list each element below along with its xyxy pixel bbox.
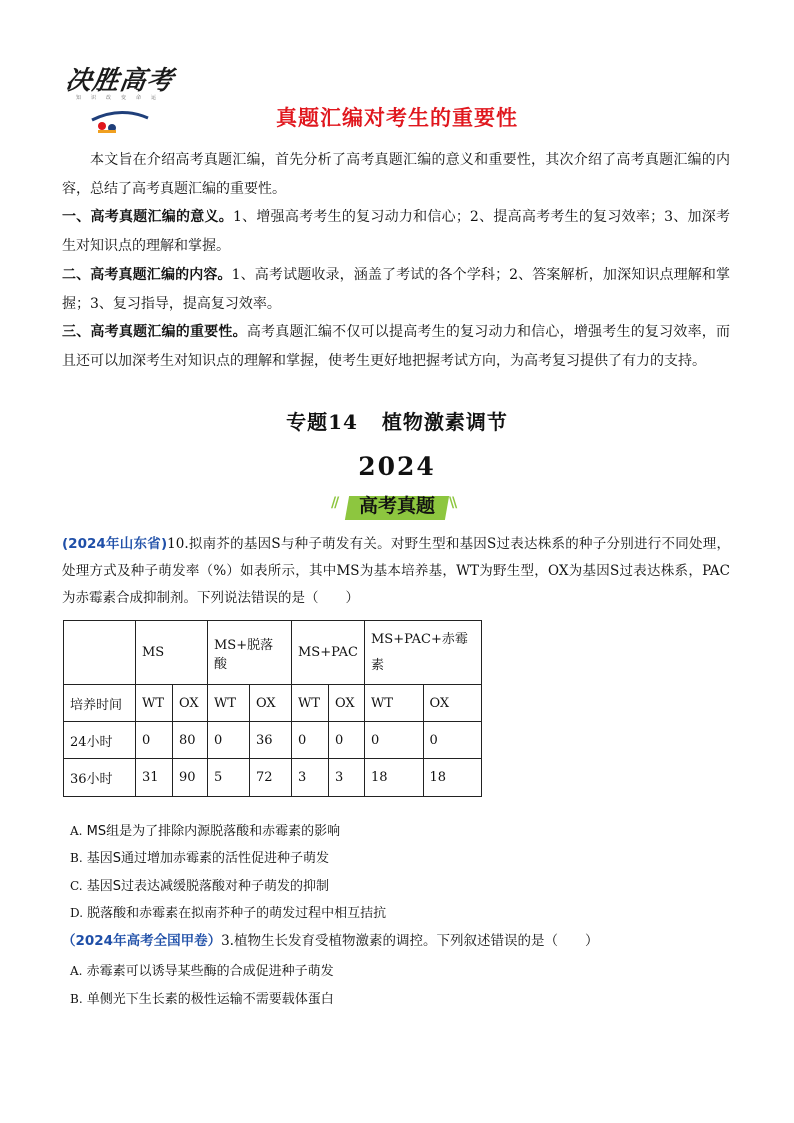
main-title: 真题汇编对考生的重要性: [276, 106, 518, 130]
table-header-row: [64, 621, 482, 685]
option-a: [70, 961, 334, 982]
logo-text: 决胜高考: [63, 66, 176, 96]
intro-paragraph: 本文旨在介绍高考真题汇编，首先分析了高考真题汇编的意义和重要性，其次介绍了高考真题汇编的内容，总结了高考真题汇编的重要性。: [62, 152, 730, 197]
table-row: [64, 722, 482, 759]
table-cell: 3: [292, 759, 329, 797]
option-d: [70, 903, 386, 924]
table-row-header: 培养时间: [64, 685, 136, 722]
banner-label: 高考真题: [358, 495, 435, 517]
option-text: 基因S通过增加赤霉素的活性促进种子萌发: [86, 851, 330, 866]
table-group-header: MS+PAC+赤霉素: [365, 621, 482, 685]
option-letter: B.: [70, 992, 83, 1006]
table-row-label: 24小时: [64, 722, 136, 759]
question-number: 10.: [167, 536, 189, 552]
table-subheader: OX: [250, 685, 292, 722]
banner: [331, 491, 463, 521]
banner-right-slashes: \\: [449, 495, 456, 511]
table-cell: 0: [365, 722, 424, 759]
table-cell: 36: [250, 722, 292, 759]
table-cell: 3: [329, 759, 365, 797]
topic-title: [0, 406, 794, 435]
table-cell: 31: [136, 759, 173, 797]
table-cell: 18: [365, 759, 424, 797]
table-row: [64, 759, 482, 797]
section-body: 高考真题汇编不仅可以提高考生的复习动力和信心，增强考生的复习效率，而且还可以加深考生对知识点的理解和掌握，使考生更好地把握考试方向，为高考复习提供了有力的支持。: [62, 324, 731, 369]
option-b: [70, 989, 334, 1010]
table-group-header: MS+脱落酸: [208, 621, 292, 685]
option-letter: A.: [70, 824, 83, 838]
table-subheader: WT: [208, 685, 250, 722]
table-cell: 0: [423, 722, 482, 759]
question-source: （2024年高考全国甲卷）: [62, 933, 222, 949]
option-text: 赤霉素可以诱导某些酶的合成促进种子萌发: [86, 964, 334, 979]
section-importance: [62, 318, 730, 376]
option-a: [70, 821, 340, 842]
section-head: 三、高考真题汇编的重要性。: [62, 324, 247, 340]
table-cell: 90: [173, 759, 208, 797]
data-table: [63, 620, 482, 797]
topic-label: 专题: [286, 410, 329, 434]
section-head: 一、高考真题汇编的意义。: [62, 209, 234, 225]
option-c: [70, 876, 329, 897]
option-text: 脱落酸和赤霉素在拟南芥种子的萌发过程中相互拮抗: [87, 906, 387, 921]
table-cell: 80: [173, 722, 208, 759]
question-stem: 植物生长发育受植物激素的调控。下列叙述错误的是（ ）: [233, 933, 599, 949]
table-subheader: OX: [329, 685, 365, 722]
banner-left-slashes: //: [331, 495, 338, 511]
section-body: 1、增强高考考生的复习动力和信心；2、提高高考考生的复习效率；3、加深考生对知识点的理解和掌握。: [62, 209, 730, 254]
table-cell: 72: [250, 759, 292, 797]
table-cell: 18: [423, 759, 482, 797]
table-subheader: WT: [136, 685, 173, 722]
option-letter: A.: [70, 964, 83, 978]
option-letter: D.: [70, 906, 84, 920]
option-text: 单侧光下生长素的极性运输不需要载体蛋白: [86, 992, 334, 1007]
table-subheader: OX: [173, 685, 208, 722]
table-subheader: WT: [365, 685, 424, 722]
table-subheader: OX: [423, 685, 482, 722]
question-number: 3.: [221, 933, 234, 949]
option-b: [70, 848, 329, 869]
section-head: 二、高考真题汇编的内容。: [62, 267, 232, 283]
table-row-label: 36小时: [64, 759, 136, 797]
option-letter: C.: [70, 879, 83, 893]
table-cell: 5: [208, 759, 250, 797]
table-subheader: WT: [292, 685, 329, 722]
question-1: [62, 531, 730, 612]
table-cell: 0: [136, 722, 173, 759]
logo-tagline: 知识改变命运: [76, 95, 167, 101]
table-group-header: MS+PAC: [292, 621, 365, 685]
option-text: MS组是为了排除内源脱落酸和赤霉素的影响: [86, 824, 341, 839]
section-meaning: [62, 203, 730, 261]
option-letter: B.: [70, 851, 83, 865]
table-corner-cell: [64, 621, 136, 685]
year-heading: 2024: [358, 452, 436, 481]
table-cell: 0: [329, 722, 365, 759]
topic-number: 14: [328, 410, 358, 434]
table-group-header: MS: [136, 621, 208, 685]
option-text: 基因S过表达减缓脱落酸对种子萌发的抑制: [86, 879, 329, 894]
table-cell: 0: [208, 722, 250, 759]
question-2: [62, 928, 730, 955]
table-subheader-row: [64, 685, 482, 722]
question-source: (2024年山东省): [62, 536, 168, 552]
table-cell: 0: [292, 722, 329, 759]
question-stem: 拟南芥的基因S与种子萌发有关。对野生型和基因S过表达株系的种子分别进行不同处理，处理方式及种子萌发率（%）如表所示，其中MS为基本培养基，WT为野生型，OX为基因S过表达株系，PAC为赤霉素合成抑制剂。下列说法错误的是（ ）: [62, 536, 730, 606]
topic-name: 植物激素调节: [381, 410, 508, 434]
section-body: 1、高考试题收录，涵盖了考试的各个学科；2、答案解析，加深知识点理解和掌握；3、复习指导，提高复习效率。: [62, 267, 731, 312]
section-content: [62, 261, 730, 319]
